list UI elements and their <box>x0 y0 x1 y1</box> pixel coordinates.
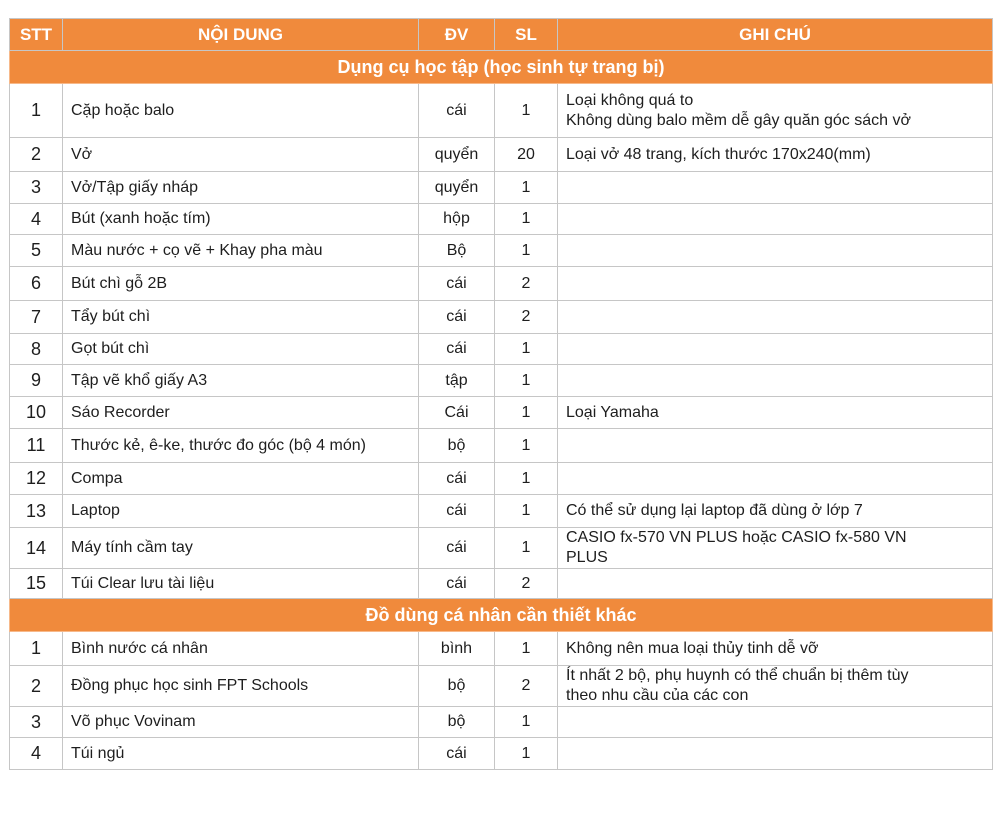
row-qty: 20 <box>495 138 558 172</box>
row-stt: 1 <box>10 84 63 138</box>
table-row <box>10 495 993 528</box>
row-unit: cái <box>419 334 495 365</box>
row-note <box>558 334 993 365</box>
row-unit: cái <box>419 569 495 599</box>
note-line: PLUS <box>566 549 608 566</box>
note-line: CASIO fx-570 VN PLUS hoặc CASIO fx-580 VN <box>566 529 907 546</box>
row-note <box>558 429 993 463</box>
row-unit: bình <box>419 632 495 666</box>
row-unit: Bộ <box>419 235 495 267</box>
row-item-name: Laptop <box>63 495 419 528</box>
row-stt: 13 <box>10 495 63 528</box>
table-row <box>10 569 993 599</box>
header-row <box>10 19 993 51</box>
row-qty: 1 <box>495 495 558 528</box>
row-stt: 4 <box>10 738 63 770</box>
row-stt: 5 <box>10 235 63 267</box>
table-row <box>10 463 993 495</box>
row-qty: 1 <box>495 707 558 738</box>
row-note <box>558 463 993 495</box>
row-qty: 1 <box>495 463 558 495</box>
note-line: Loại không quá to <box>566 91 694 109</box>
row-unit: bộ <box>419 707 495 738</box>
section-header-row <box>10 599 993 632</box>
header-content: NỘI DUNG <box>63 19 419 51</box>
row-stt: 7 <box>10 301 63 334</box>
note-line: theo nhu cầu của các con <box>566 687 749 704</box>
row-note <box>558 365 993 397</box>
row-note <box>558 397 993 429</box>
row-unit: cái <box>419 84 495 138</box>
row-item-name: Cặp hoặc balo <box>63 84 419 138</box>
row-unit: bộ <box>419 429 495 463</box>
row-qty: 1 <box>495 397 558 429</box>
row-item-name: Vở/Tập giấy nháp <box>63 172 419 204</box>
row-unit: cái <box>419 495 495 528</box>
row-qty: 2 <box>495 301 558 334</box>
row-note <box>558 267 993 301</box>
table-row <box>10 235 993 267</box>
header-note: GHI CHÚ <box>558 19 993 51</box>
row-qty: 1 <box>495 738 558 770</box>
row-item-name: Bút chì gỗ 2B <box>63 267 419 301</box>
row-item-name: Túi Clear lưu tài liệu <box>63 569 419 599</box>
row-stt: 9 <box>10 365 63 397</box>
row-note <box>558 707 993 738</box>
row-qty: 1 <box>495 235 558 267</box>
header-qty: SL <box>495 19 558 51</box>
row-stt: 8 <box>10 334 63 365</box>
row-note <box>558 204 993 235</box>
row-item-name: Bình nước cá nhân <box>63 632 419 666</box>
row-qty: 1 <box>495 528 558 569</box>
row-item-name: Vở <box>63 138 419 172</box>
table-row <box>10 528 993 569</box>
row-qty: 1 <box>495 632 558 666</box>
section-header-row <box>10 51 993 84</box>
row-item-name: Đồng phục học sinh FPT Schools <box>63 666 419 707</box>
supplies-table <box>9 18 993 770</box>
row-item-name: Tập vẽ khổ giấy A3 <box>63 365 419 397</box>
row-note <box>558 235 993 267</box>
row-note <box>558 632 993 666</box>
table-row <box>10 267 993 301</box>
table-header <box>10 19 993 51</box>
row-qty: 1 <box>495 84 558 138</box>
row-stt: 2 <box>10 666 63 707</box>
row-qty: 1 <box>495 365 558 397</box>
table-row <box>10 666 993 707</box>
row-note <box>558 738 993 770</box>
row-unit: hộp <box>419 204 495 235</box>
row-qty: 2 <box>495 569 558 599</box>
table-row <box>10 365 993 397</box>
note-line: Loại vở 48 trang, kích thước 170x240(mm) <box>566 145 871 163</box>
row-stt: 11 <box>10 429 63 463</box>
row-unit: quyển <box>419 138 495 172</box>
row-stt: 15 <box>10 569 63 599</box>
row-qty: 2 <box>495 666 558 707</box>
row-item-name: Võ phục Vovinam <box>63 707 419 738</box>
row-unit: cái <box>419 738 495 770</box>
row-item-name: Tẩy bút chì <box>63 301 419 334</box>
row-unit: tập <box>419 365 495 397</box>
table-row <box>10 84 993 138</box>
row-note <box>558 528 993 569</box>
row-unit: cái <box>419 301 495 334</box>
row-note <box>558 172 993 204</box>
row-item-name: Túi ngủ <box>63 738 419 770</box>
row-unit: cái <box>419 463 495 495</box>
row-stt: 3 <box>10 707 63 738</box>
note-line: Không dùng balo mềm dễ gây quăn góc sách vở <box>566 111 911 129</box>
table-body <box>10 51 993 770</box>
row-note <box>558 301 993 334</box>
row-qty: 1 <box>495 429 558 463</box>
row-unit: bộ <box>419 666 495 707</box>
row-stt: 6 <box>10 267 63 301</box>
row-stt: 12 <box>10 463 63 495</box>
table-row <box>10 707 993 738</box>
header-stt: STT <box>10 19 63 51</box>
row-qty: 1 <box>495 204 558 235</box>
row-qty: 2 <box>495 267 558 301</box>
table-row <box>10 397 993 429</box>
row-stt: 10 <box>10 397 63 429</box>
row-item-name: Compa <box>63 463 419 495</box>
row-stt: 14 <box>10 528 63 569</box>
table-row <box>10 301 993 334</box>
row-item-name: Màu nước + cọ vẽ + Khay pha màu <box>63 235 419 267</box>
table-row <box>10 429 993 463</box>
table-row <box>10 172 993 204</box>
table-row <box>10 334 993 365</box>
row-stt: 2 <box>10 138 63 172</box>
table-row <box>10 632 993 666</box>
row-item-name: Thước kẻ, ê-ke, thước đo góc (bộ 4 món) <box>63 429 419 463</box>
row-item-name: Máy tính cầm tay <box>63 528 419 569</box>
section-title: Đồ dùng cá nhân cần thiết khác <box>10 599 993 632</box>
row-stt: 1 <box>10 632 63 666</box>
note-line: Loại Yamaha <box>566 403 659 421</box>
row-note <box>558 569 993 599</box>
row-note <box>558 84 993 138</box>
header-unit: ĐV <box>419 19 495 51</box>
row-unit: quyển <box>419 172 495 204</box>
row-note <box>558 495 993 528</box>
section-title: Dụng cụ học tập (học sinh tự trang bị) <box>10 51 993 84</box>
row-unit: cái <box>419 528 495 569</box>
note-line: Không nên mua loại thủy tinh dễ vỡ <box>566 639 819 657</box>
row-unit: cái <box>419 267 495 301</box>
note-line: Ít nhất 2 bộ, phụ huynh có thể chuẩn bị thêm tùy <box>566 667 909 684</box>
row-stt: 4 <box>10 204 63 235</box>
note-line: Có thể sử dụng lại laptop đã dùng ở lớp 7 <box>566 502 863 519</box>
row-qty: 1 <box>495 172 558 204</box>
row-stt: 3 <box>10 172 63 204</box>
row-item-name: Bút (xanh hoặc tím) <box>63 204 419 235</box>
row-unit: Cái <box>419 397 495 429</box>
row-qty: 1 <box>495 334 558 365</box>
table-row <box>10 738 993 770</box>
row-note <box>558 138 993 172</box>
row-item-name: Sáo Recorder <box>63 397 419 429</box>
table-row <box>10 204 993 235</box>
row-item-name: Gọt bút chì <box>63 334 419 365</box>
row-note <box>558 666 993 707</box>
table-row <box>10 138 993 172</box>
